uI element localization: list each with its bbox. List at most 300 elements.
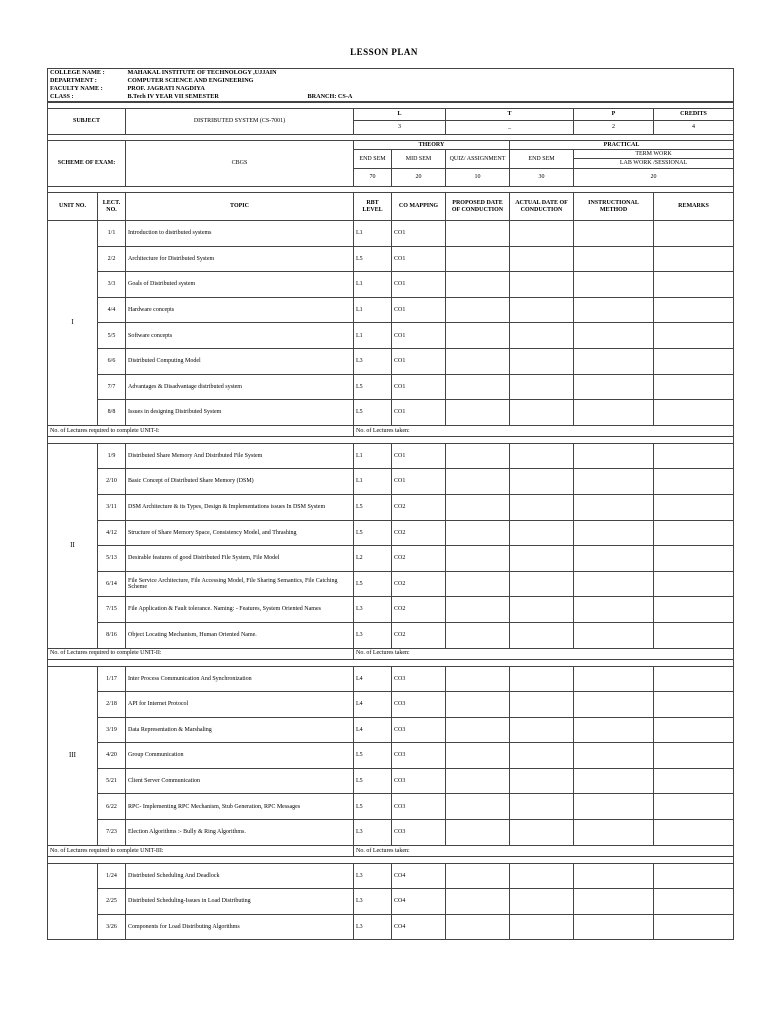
table-row <box>48 914 734 940</box>
proposed-date-cell <box>446 666 510 692</box>
co-mapping: CO1 <box>392 443 446 469</box>
end-sem-value: 70 <box>354 169 392 187</box>
actual-date-cell <box>510 863 574 889</box>
actual-date-cell <box>510 546 574 572</box>
col-rbt: RBT LEVEL <box>354 193 392 221</box>
col-credits: CREDITS <box>654 109 734 121</box>
lecture-number: 3/26 <box>98 914 126 940</box>
co-mapping: CO1 <box>392 221 446 247</box>
method-cell <box>574 494 654 520</box>
co-mapping: CO1 <box>392 469 446 495</box>
table-row <box>48 348 734 374</box>
method-cell <box>574 400 654 426</box>
spacer-cell <box>48 856 734 863</box>
lectures-required: No. of Lectures required to complete UNIT-II: <box>48 648 354 659</box>
rbt-level: L1 <box>354 272 392 298</box>
actual-date-cell <box>510 323 574 349</box>
method-cell <box>574 246 654 272</box>
quiz-heading: QUIZ/ ASSIGNMENT <box>446 150 510 169</box>
table-row <box>48 692 734 718</box>
rbt-level: L4 <box>354 717 392 743</box>
practical-heading: PRACTICAL <box>510 141 734 150</box>
proposed-date-cell <box>446 400 510 426</box>
end-sem2-heading: END SEM <box>510 150 574 169</box>
spacer-cell <box>48 436 734 443</box>
topic-cell: Election Algorithms :- Bully & Ring Algorithms. <box>126 820 354 846</box>
method-cell <box>574 348 654 374</box>
rbt-level: L1 <box>354 297 392 323</box>
remarks-cell <box>654 571 734 597</box>
rbt-level: L3 <box>354 820 392 846</box>
spacer-row <box>48 659 734 666</box>
lab-work-value: 20 <box>574 169 734 187</box>
remarks-cell <box>654 520 734 546</box>
remarks-cell <box>654 297 734 323</box>
actual-date-cell <box>510 221 574 247</box>
actual-date-cell <box>510 443 574 469</box>
table-row <box>48 717 734 743</box>
remarks-cell <box>654 546 734 572</box>
rbt-level: L3 <box>354 889 392 915</box>
table-row <box>48 820 734 846</box>
remarks-cell <box>654 889 734 915</box>
topic-cell: RPC- Implementing RPC Mechanism, Stub Generation, RPC Messages <box>126 794 354 820</box>
rbt-level: L5 <box>354 400 392 426</box>
remarks-cell <box>654 622 734 648</box>
co-mapping: CO3 <box>392 820 446 846</box>
lecture-number: 4/4 <box>98 297 126 323</box>
lecture-number: 4/12 <box>98 520 126 546</box>
co-mapping: CO1 <box>392 323 446 349</box>
lecture-number: 7/15 <box>98 597 126 623</box>
theory-heading: THEORY <box>354 141 510 150</box>
proposed-date-cell <box>446 889 510 915</box>
method-cell <box>574 666 654 692</box>
method-cell <box>574 520 654 546</box>
end-sem2-value: 30 <box>510 169 574 187</box>
table-row <box>48 666 734 692</box>
college-value: MAHAKAL INSTITUTE OF TECHNOLOGY ,UJJAIN <box>127 68 277 76</box>
rbt-level: L5 <box>354 494 392 520</box>
rbt-level: L2 <box>354 546 392 572</box>
actual-date-cell <box>510 768 574 794</box>
method-cell <box>574 374 654 400</box>
rbt-level: L1 <box>354 469 392 495</box>
topic-cell: Advantages & Disadvantage distributed system <box>126 374 354 400</box>
lectures-required: No. of Lectures required to complete UNIT-I: <box>48 425 354 436</box>
table-row <box>48 469 734 495</box>
lecture-number: 3/11 <box>98 494 126 520</box>
topic-cell: File Application & Fault tolerance. Naming: - Features, System Oriented Names <box>126 597 354 623</box>
proposed-date-cell <box>446 469 510 495</box>
rbt-level: L5 <box>354 374 392 400</box>
proposed-date-cell <box>446 520 510 546</box>
topic-cell: Introduction to distributed systems <box>126 221 354 247</box>
method-cell <box>574 820 654 846</box>
term-work-heading: TERM WORK <box>574 150 734 159</box>
actual-date-cell <box>510 297 574 323</box>
topic-cell: Issues in designing Distributed System <box>126 400 354 426</box>
rbt-level: L3 <box>354 622 392 648</box>
unit-number: II <box>48 443 98 648</box>
actual-date-cell <box>510 717 574 743</box>
method-cell <box>574 914 654 940</box>
remarks-cell <box>654 743 734 769</box>
topic-cell: Hardware concepts <box>126 297 354 323</box>
lectures-taken: No. of Lectures taken: <box>354 845 734 856</box>
proposed-date-cell <box>446 794 510 820</box>
proposed-date-cell <box>446 297 510 323</box>
lecture-number: 7/23 <box>98 820 126 846</box>
spacer-row <box>48 436 734 443</box>
mid-sem-heading: MID SEM <box>392 150 446 169</box>
table-row <box>48 571 734 597</box>
remarks-cell <box>654 863 734 889</box>
lectures-summary-row <box>48 845 734 856</box>
table-row <box>48 246 734 272</box>
rbt-level: L3 <box>354 863 392 889</box>
co-mapping: CO3 <box>392 666 446 692</box>
rbt-level: L3 <box>354 914 392 940</box>
lecture-number: 5/21 <box>98 768 126 794</box>
lecture-number: 1/17 <box>98 666 126 692</box>
topic-cell: Distributed Share Memory And Distributed File System <box>126 443 354 469</box>
remarks-cell <box>654 692 734 718</box>
faculty-value: PROF. JAGRATI NAGDIYA <box>127 85 205 92</box>
table-row <box>48 494 734 520</box>
actual-date-cell <box>510 794 574 820</box>
table-row <box>48 743 734 769</box>
value-l: 3 <box>354 121 446 135</box>
header-info <box>47 68 734 102</box>
table-row <box>48 622 734 648</box>
rbt-level: L4 <box>354 666 392 692</box>
lesson-plan-table <box>47 102 734 940</box>
actual-date-cell <box>510 597 574 623</box>
proposed-date-cell <box>446 546 510 572</box>
proposed-date-cell <box>446 914 510 940</box>
lecture-number: 1/9 <box>98 443 126 469</box>
lab-work-heading: LAB WORK /SESSIONAL <box>574 159 734 169</box>
proposed-date-cell <box>446 743 510 769</box>
rbt-level: L5 <box>354 794 392 820</box>
topic-cell: Group Communication <box>126 743 354 769</box>
actual-date-cell <box>510 622 574 648</box>
topic-cell: DSM Architecture & its Types, Design & Implementations issues In DSM System <box>126 494 354 520</box>
table-row <box>48 597 734 623</box>
unit-number: III <box>48 666 98 845</box>
proposed-date-cell <box>446 622 510 648</box>
lectures-summary-row <box>48 648 734 659</box>
lecture-number: 6/14 <box>98 571 126 597</box>
table-row <box>48 323 734 349</box>
remarks-cell <box>654 768 734 794</box>
value-p: 2 <box>574 121 654 135</box>
proposed-date-cell <box>446 768 510 794</box>
actual-date-cell <box>510 272 574 298</box>
col-p: P <box>574 109 654 121</box>
remarks-cell <box>654 443 734 469</box>
col-method: INSTRUCTIONAL METHOD <box>574 193 654 221</box>
lecture-number: 1/1 <box>98 221 126 247</box>
lecture-number: 5/13 <box>98 546 126 572</box>
topic-cell: File Service Architecture, File Accessing Model, File Sharing Semantics, File Catching Scheme <box>126 571 354 597</box>
table-row <box>48 794 734 820</box>
method-cell <box>574 546 654 572</box>
table-row <box>48 889 734 915</box>
proposed-date-cell <box>446 348 510 374</box>
table-row <box>48 546 734 572</box>
lectures-required: No. of Lectures required to complete UNIT-III: <box>48 845 354 856</box>
table-row <box>48 400 734 426</box>
actual-date-cell <box>510 494 574 520</box>
remarks-cell <box>654 597 734 623</box>
co-mapping: CO2 <box>392 520 446 546</box>
lecture-number: 4/20 <box>98 743 126 769</box>
co-mapping: CO3 <box>392 768 446 794</box>
proposed-date-cell <box>446 717 510 743</box>
lecture-number: 1/24 <box>98 863 126 889</box>
proposed-date-cell <box>446 597 510 623</box>
col-t: T <box>446 109 574 121</box>
col-lect: LECT. NO. <box>98 193 126 221</box>
rbt-level: L3 <box>354 348 392 374</box>
method-cell <box>574 622 654 648</box>
topic-cell: Distributed Scheduling And Deadlock <box>126 863 354 889</box>
value-t: _ <box>446 121 574 135</box>
lectures-taken: No. of Lectures taken: <box>354 648 734 659</box>
actual-date-cell <box>510 666 574 692</box>
rbt-level: L3 <box>354 597 392 623</box>
remarks-cell <box>654 272 734 298</box>
remarks-cell <box>654 469 734 495</box>
col-topic: TOPIC <box>126 193 354 221</box>
scheme-value: CBGS <box>126 141 354 187</box>
co-mapping: CO1 <box>392 246 446 272</box>
actual-date-cell <box>510 400 574 426</box>
remarks-cell <box>654 794 734 820</box>
spacer-cell <box>48 659 734 666</box>
co-mapping: CO2 <box>392 494 446 520</box>
rbt-level: L4 <box>354 692 392 718</box>
rbt-level: L5 <box>354 743 392 769</box>
actual-date-cell <box>510 246 574 272</box>
actual-date-cell <box>510 743 574 769</box>
lecture-number: 3/3 <box>98 272 126 298</box>
value-credits: 4 <box>654 121 734 135</box>
proposed-date-cell <box>446 443 510 469</box>
col-l: L <box>354 109 446 121</box>
topic-cell: Architecture for Distributed System <box>126 246 354 272</box>
rbt-level: L1 <box>354 221 392 247</box>
method-cell <box>574 889 654 915</box>
proposed-date-cell <box>446 820 510 846</box>
co-mapping: CO1 <box>392 297 446 323</box>
subject-value: DISTRIBUTED SYSTEM (CS-7001) <box>126 109 354 135</box>
proposed-date-cell <box>446 374 510 400</box>
remarks-cell <box>654 374 734 400</box>
table-row <box>48 520 734 546</box>
table-row <box>48 863 734 889</box>
col-co: CO MAPPING <box>392 193 446 221</box>
department-label: DEPARTMENT : <box>50 77 97 84</box>
topic-cell: Basic Concept of Distributed Share Memory (DSM) <box>126 469 354 495</box>
remarks-cell <box>654 400 734 426</box>
method-cell <box>574 323 654 349</box>
table-row <box>48 374 734 400</box>
co-mapping: CO1 <box>392 400 446 426</box>
lecture-number: 8/16 <box>98 622 126 648</box>
co-mapping: CO1 <box>392 272 446 298</box>
co-mapping: CO1 <box>392 348 446 374</box>
col-actual: ACTUAL DATE OF CONDUCTION <box>510 193 574 221</box>
lecture-number: 6/6 <box>98 348 126 374</box>
lecture-number: 6/22 <box>98 794 126 820</box>
table-row <box>48 272 734 298</box>
co-mapping: CO4 <box>392 914 446 940</box>
document-title: LESSON PLAN <box>350 47 418 57</box>
topic-cell: Structure of Share Memory Space, Consistency Model, and Thrashing <box>126 520 354 546</box>
actual-date-cell <box>510 520 574 546</box>
co-mapping: CO3 <box>392 743 446 769</box>
faculty-label: FACULTY NAME : <box>50 85 103 92</box>
topic-cell: Software concepts <box>126 323 354 349</box>
proposed-date-cell <box>446 323 510 349</box>
method-cell <box>574 221 654 247</box>
method-cell <box>574 469 654 495</box>
lecture-number: 8/8 <box>98 400 126 426</box>
co-mapping: CO3 <box>392 717 446 743</box>
co-mapping: CO3 <box>392 692 446 718</box>
remarks-cell <box>654 348 734 374</box>
proposed-date-cell <box>446 863 510 889</box>
spacer-row <box>48 856 734 863</box>
rbt-level: L5 <box>354 520 392 546</box>
method-cell <box>574 794 654 820</box>
topic-cell: Distributed Computing Model <box>126 348 354 374</box>
mid-sem-value: 20 <box>392 169 446 187</box>
college-label: COLLEGE NAME : <box>50 68 105 76</box>
lecture-number: 2/10 <box>98 469 126 495</box>
col-unit: UNIT NO. <box>48 193 98 221</box>
method-cell <box>574 717 654 743</box>
method-cell <box>574 692 654 718</box>
actual-date-cell <box>510 914 574 940</box>
method-cell <box>574 297 654 323</box>
col-proposed: PROPOSED DATE OF CONDUCTION <box>446 193 510 221</box>
lesson-plan-sheet <box>47 68 733 940</box>
remarks-cell <box>654 323 734 349</box>
method-cell <box>574 863 654 889</box>
co-mapping: CO1 <box>392 374 446 400</box>
co-mapping: CO4 <box>392 889 446 915</box>
co-mapping: CO3 <box>392 794 446 820</box>
topic-cell: Components for Load Distributing Algorithms <box>126 914 354 940</box>
rbt-level: L1 <box>354 443 392 469</box>
topic-cell: Client Server Communication <box>126 768 354 794</box>
actual-date-cell <box>510 374 574 400</box>
remarks-cell <box>654 221 734 247</box>
method-cell <box>574 571 654 597</box>
topic-cell: Inter Process Communication And Synchronization <box>126 666 354 692</box>
method-cell <box>574 597 654 623</box>
remarks-cell <box>654 717 734 743</box>
lectures-summary-row <box>48 425 734 436</box>
method-cell <box>574 272 654 298</box>
col-remarks: REMARKS <box>654 193 734 221</box>
proposed-date-cell <box>446 221 510 247</box>
table-row <box>48 768 734 794</box>
rbt-level: L5 <box>354 246 392 272</box>
co-mapping: CO2 <box>392 597 446 623</box>
scheme-label: SCHEME OF EXAM: <box>48 141 126 187</box>
rbt-level: L5 <box>354 571 392 597</box>
actual-date-cell <box>510 889 574 915</box>
rbt-level: L1 <box>354 323 392 349</box>
remarks-cell <box>654 494 734 520</box>
lectures-taken: No. of Lectures taken: <box>354 425 734 436</box>
branch-value: BRANCH: CS-A <box>307 93 353 100</box>
table-row <box>48 221 734 247</box>
lecture-number: 3/19 <box>98 717 126 743</box>
proposed-date-cell <box>446 246 510 272</box>
remarks-cell <box>654 246 734 272</box>
method-cell <box>574 768 654 794</box>
topic-cell: Desirable features of good Distributed File System, File Model <box>126 546 354 572</box>
topic-cell: Goals of Distributed system <box>126 272 354 298</box>
rbt-level: L5 <box>354 768 392 794</box>
proposed-date-cell <box>446 571 510 597</box>
unit-number: I <box>48 221 98 426</box>
proposed-date-cell <box>446 692 510 718</box>
lecture-number: 2/25 <box>98 889 126 915</box>
class-label: CLASS : <box>50 93 74 100</box>
actual-date-cell <box>510 571 574 597</box>
class-value: B.Tech IV YEAR VII SEMESTER <box>127 93 219 100</box>
table-row <box>48 297 734 323</box>
department-value: COMPUTER SCIENCE AND ENGINEERING <box>127 77 254 84</box>
actual-date-cell <box>510 469 574 495</box>
lecture-number: 5/5 <box>98 323 126 349</box>
co-mapping: CO2 <box>392 546 446 572</box>
topic-cell: Data Representation & Marshaling <box>126 717 354 743</box>
proposed-date-cell <box>446 272 510 298</box>
quiz-value: 10 <box>446 169 510 187</box>
unit-number <box>48 863 98 940</box>
lecture-number: 2/18 <box>98 692 126 718</box>
method-cell <box>574 743 654 769</box>
proposed-date-cell <box>446 494 510 520</box>
actual-date-cell <box>510 348 574 374</box>
remarks-cell <box>654 666 734 692</box>
remarks-cell <box>654 820 734 846</box>
subject-label: SUBJECT <box>48 109 126 135</box>
table-row <box>48 443 734 469</box>
end-sem-heading: END SEM <box>354 150 392 169</box>
actual-date-cell <box>510 692 574 718</box>
actual-date-cell <box>510 820 574 846</box>
co-mapping: CO4 <box>392 863 446 889</box>
remarks-cell <box>654 914 734 940</box>
topic-cell: Distributed Scheduling-Issues in Load Distributing <box>126 889 354 915</box>
units-body <box>48 221 734 940</box>
method-cell <box>574 443 654 469</box>
co-mapping: CO2 <box>392 622 446 648</box>
lecture-number: 7/7 <box>98 374 126 400</box>
lecture-number: 2/2 <box>98 246 126 272</box>
topic-cell: API for Internet Protocol <box>126 692 354 718</box>
co-mapping: CO2 <box>392 571 446 597</box>
